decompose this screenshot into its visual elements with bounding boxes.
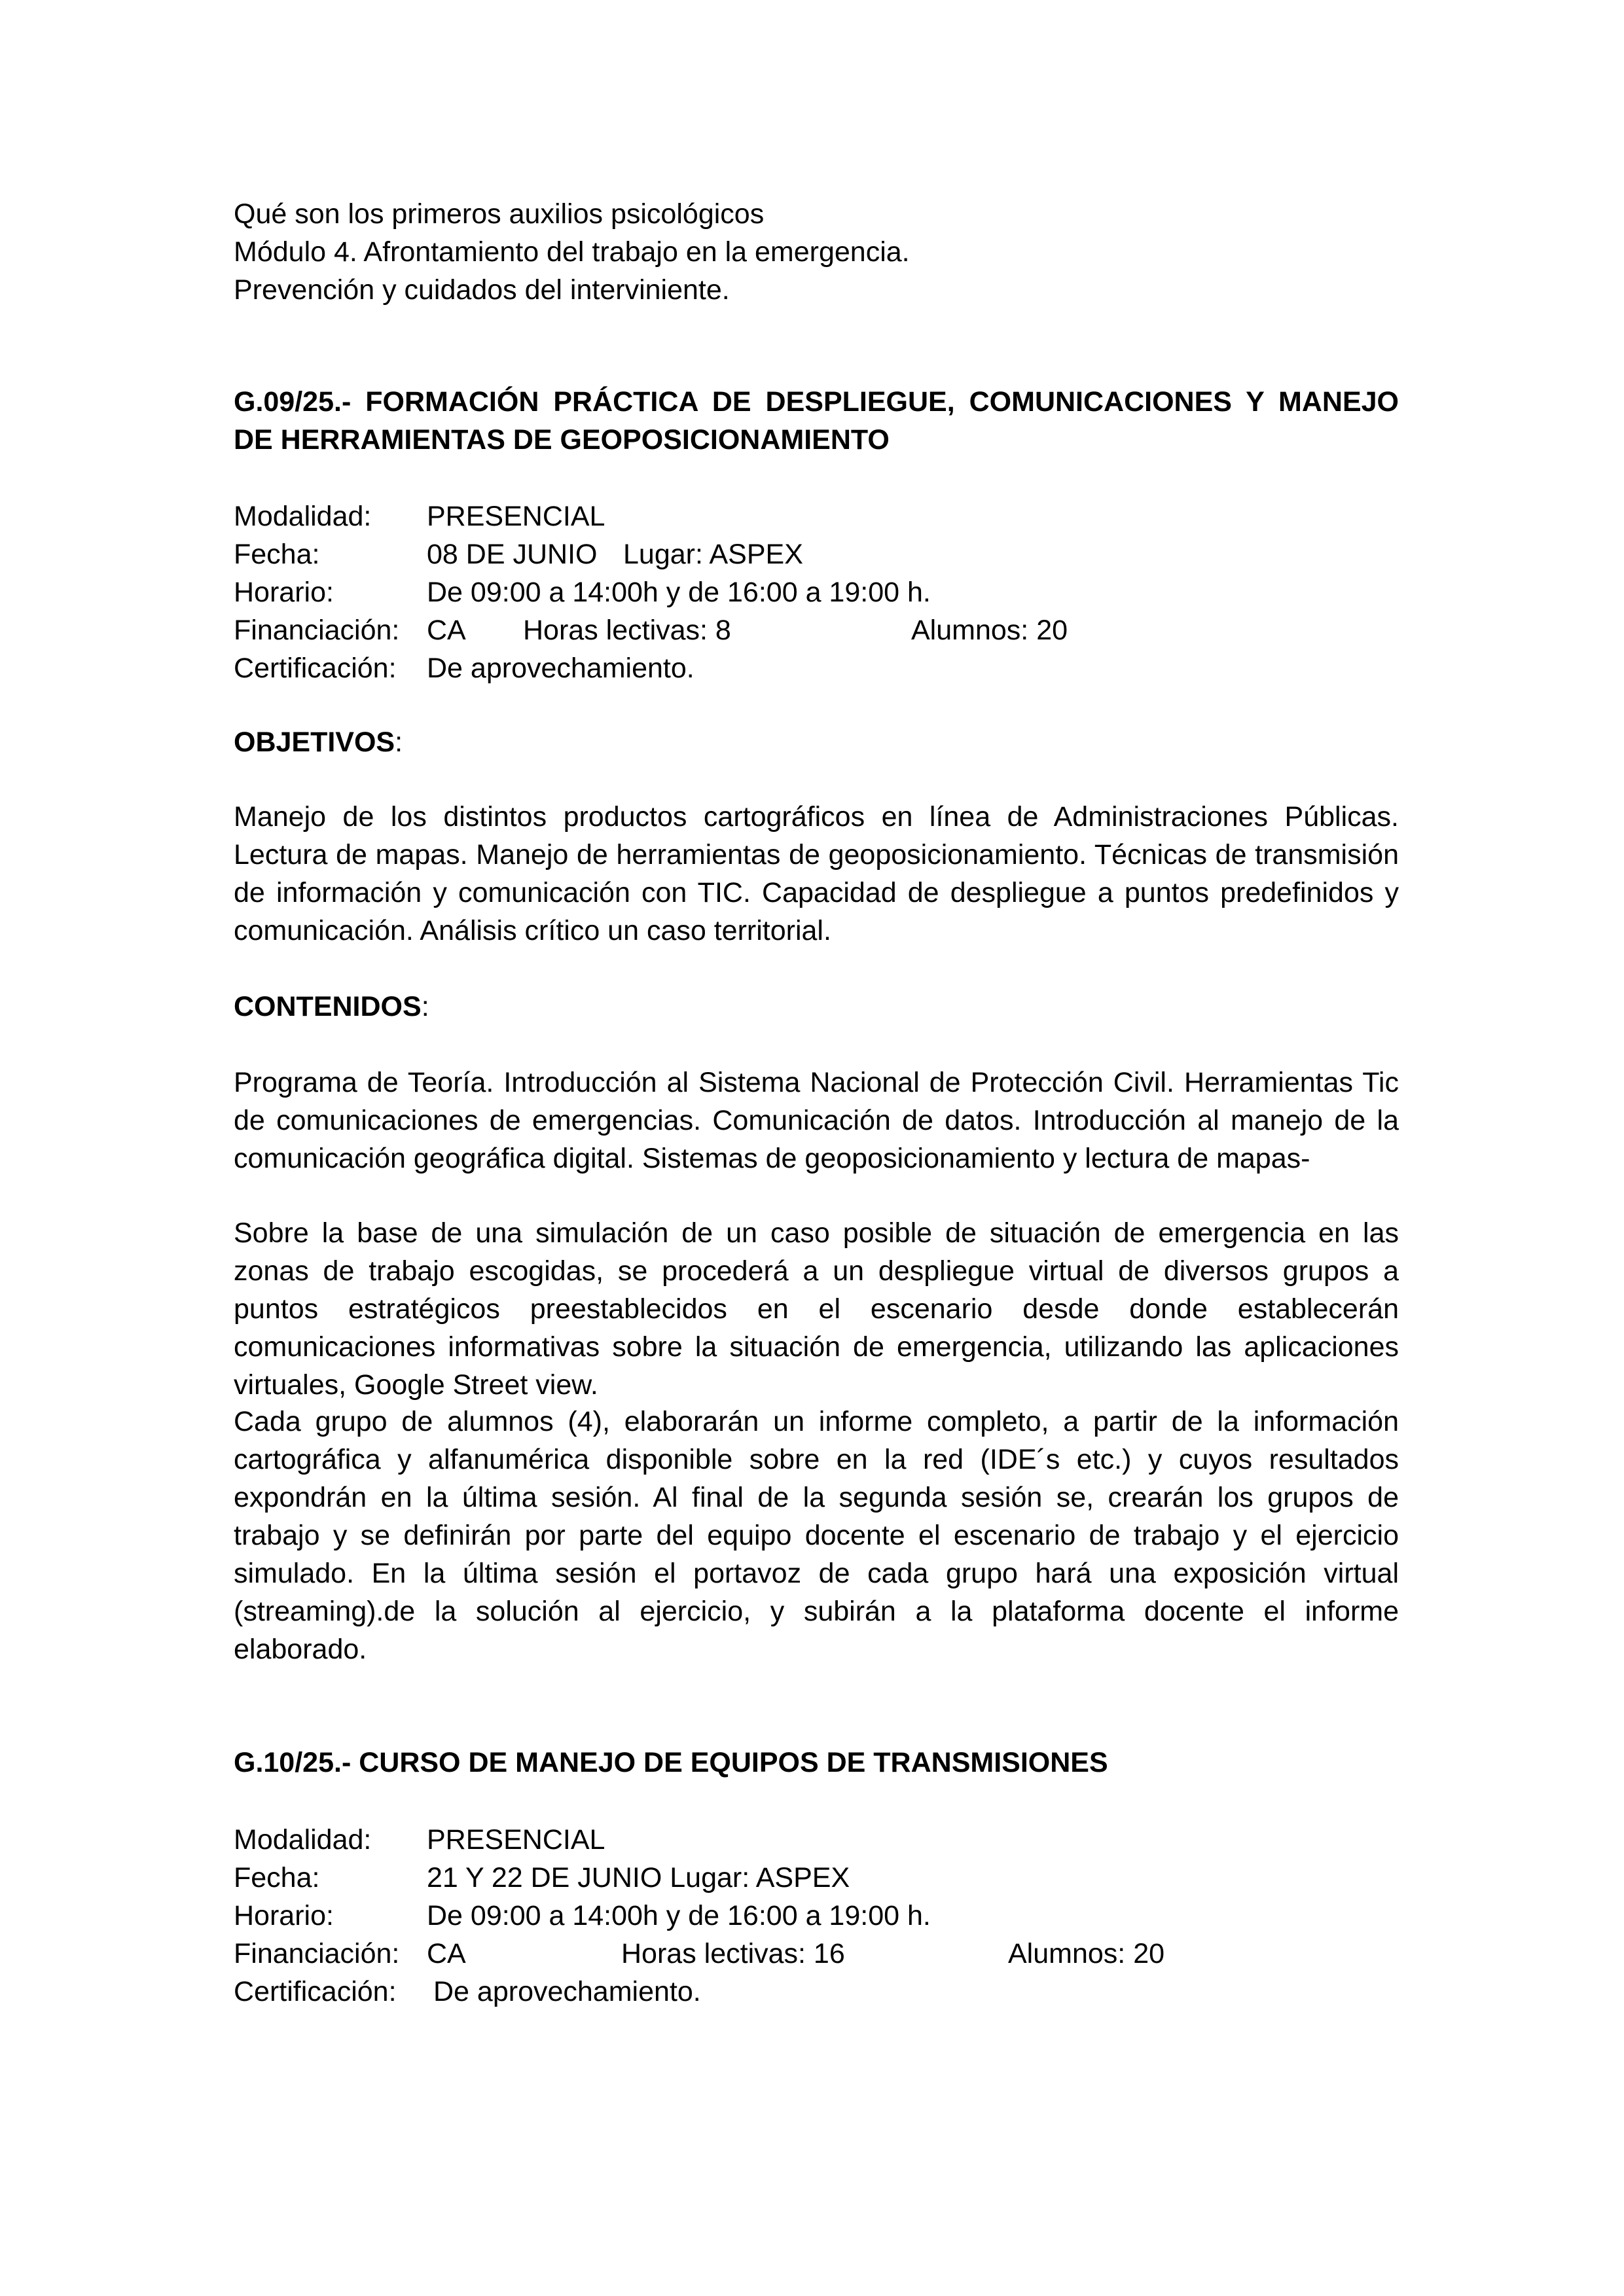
- horario-value: De 09:00 a 14:00h y de 16:00 a 19:00 h.: [427, 1900, 931, 1931]
- alumnos-value: Alumnos: 20: [911, 615, 1068, 646]
- contenidos-heading-line: [234, 988, 1399, 1026]
- objetivos-text: Manejo de los distintos productos cartográficos en línea de Administraciones Públicas. Lectura de mapas. Manejo de herramientas de geoposicionamiento. Técnicas de transmisión de información y comunicación con TIC. Capacidad de despliegue a puntos predefinidos y comunicación. Análisis crítico un caso territorial.: [234, 801, 1399, 946]
- financiacion-label: Financiación:: [234, 615, 400, 646]
- heading-colon: :: [395, 726, 403, 758]
- horas-value: Horas lectivas: 16: [621, 1938, 845, 1969]
- course-g09-details: [234, 497, 1399, 687]
- intro-line: Prevención y cuidados del interviniente.: [234, 274, 730, 306]
- horario-value: De 09:00 a 14:00h y de 16:00 a 19:00 h.: [427, 577, 931, 608]
- certificacion-row: [234, 649, 1399, 687]
- alumnos-value: Alumnos: 20: [1008, 1938, 1165, 1969]
- intro-line: Qué son los primeros auxilios psicológicos: [234, 198, 765, 230]
- intro-line: Módulo 4. Afrontamiento del trabajo en la emergencia.: [234, 236, 910, 268]
- objetivos-heading-line: [234, 723, 1399, 761]
- modalidad-label: Modalidad:: [234, 501, 372, 532]
- contenidos-heading: CONTENIDOS: [234, 991, 422, 1022]
- course-g09-title: G.09/25.- FORMACIÓN PRÁCTICA DE DESPLIEGUE, COMUNICACIONES Y MANEJO DE HERRAMIENTAS DE GEOPOSICIONAMIENTO: [234, 386, 1399, 456]
- certificacion-value: De aprovechamiento.: [427, 653, 695, 684]
- certificacion-row: [234, 1973, 1399, 2011]
- certificacion-label: Certificación:: [234, 653, 397, 684]
- fecha-value: 08 DE JUNIO: [427, 539, 598, 570]
- financiacion-value: CA: [427, 615, 466, 646]
- modalidad-label: Modalidad:: [234, 1824, 372, 1856]
- course-g10-title: G.10/25.- CURSO DE MANEJO DE EQUIPOS DE TRANSMISIONES: [234, 1747, 1108, 1778]
- financiacion-row: [234, 1935, 1399, 1973]
- fecha-value: 21 Y 22 DE JUNIO Lugar: ASPEX: [427, 1862, 850, 1893]
- intro-lines: [234, 195, 1399, 309]
- modalidad-value: PRESENCIAL: [427, 1824, 605, 1856]
- horario-row: [234, 573, 1399, 611]
- fecha-row: [234, 1859, 1399, 1897]
- modalidad-row: [234, 497, 1399, 535]
- contenidos-paragraph-1: Programa de Teoría. Introducción al Sistema Nacional de Protección Civil. Herramientas Tic de comunicaciones de emergencias. Comunicación de datos. Introducción al manejo de la comunicación geográfica digital. Sistemas de geoposicionamiento y lectura de mapas-: [234, 1067, 1399, 1174]
- horas-value: Horas lectivas: 8: [523, 615, 731, 646]
- course-g10-details: [234, 1821, 1399, 2011]
- fecha-label: Fecha:: [234, 1862, 320, 1893]
- modalidad-row: [234, 1821, 1399, 1859]
- horario-row: [234, 1897, 1399, 1935]
- horario-label: Horario:: [234, 577, 334, 608]
- fecha-row: [234, 535, 1399, 573]
- financiacion-label: Financiación:: [234, 1938, 400, 1969]
- contenidos-paragraph-3: Cada grupo de alumnos (4), elaborarán un informe completo, a partir de la información cartográfica y alfanumérica disponible sobre en la red (IDE´s etc.) y cuyos resultados expondrán en la última sesión. Al final de la segunda sesión se, crearán los grupos de trabajo y se definirán por parte del equipo docente el escenario de trabajo y el ejercicio simulado. En la última sesión el portavoz de cada grupo hará una exposición virtual (streaming).de la solución al ejercicio, y subirán a la plataforma docente el informe elaborado.: [234, 1406, 1399, 1665]
- modalidad-value: PRESENCIAL: [427, 501, 605, 532]
- financiacion-value: CA: [427, 1938, 466, 1969]
- contenidos-paragraph-2: Sobre la base de una simulación de un caso posible de situación de emergencia en las zonas de trabajo escogidas, se procederá a un despliegue virtual de diversos grupos a puntos estratégicos preestablecidos en el escenario desde donde establecerán comunicaciones informativas sobre la situación de emergencia, utilizando las aplicaciones virtuales, Google Street view.: [234, 1217, 1399, 1401]
- objetivos-heading: OBJETIVOS: [234, 726, 395, 758]
- fecha-label: Fecha:: [234, 539, 320, 570]
- certificacion-value: De aprovechamiento.: [433, 1976, 701, 2007]
- certificacion-label: Certificación:: [234, 1976, 397, 2007]
- heading-colon: :: [421, 991, 429, 1022]
- lugar-value: Lugar: ASPEX: [623, 539, 803, 570]
- financiacion-row: [234, 611, 1399, 649]
- horario-label: Horario:: [234, 1900, 334, 1931]
